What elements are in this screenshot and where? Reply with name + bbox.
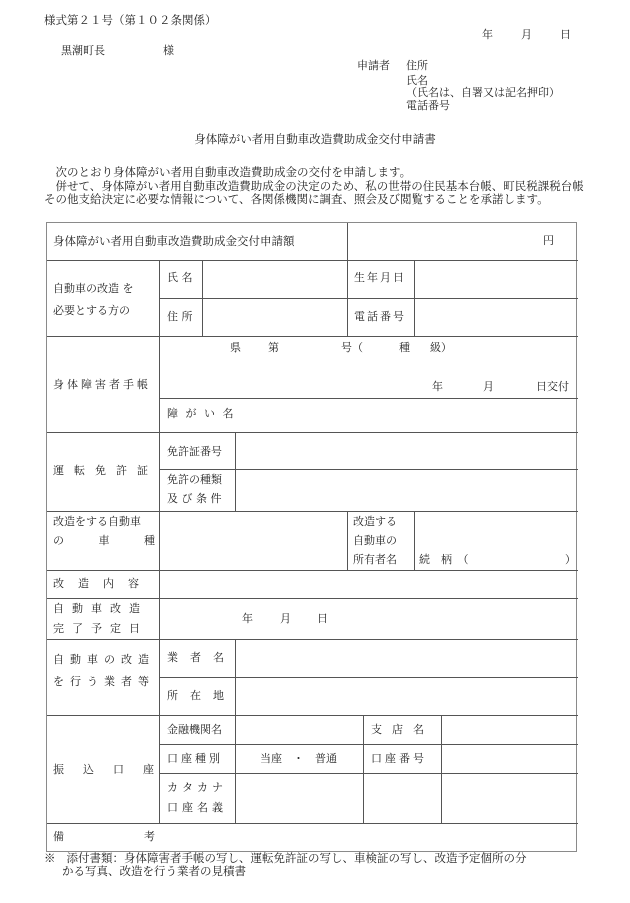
contractor-label — [53, 649, 155, 693]
contractor-name-input[interactable] — [236, 640, 577, 677]
license-type-label — [167, 470, 222, 508]
modification-label: 改造内容 — [53, 577, 153, 590]
handbook-issue-month: 月 — [483, 380, 494, 393]
addressee-suffix: 様 — [163, 44, 174, 57]
addressee-name: 黒潮町長 — [61, 44, 105, 57]
vehicle-type-label-kind: 種 — [144, 534, 155, 547]
completion-label-line1: 自動車改造 — [53, 602, 148, 615]
remarks-input[interactable] — [160, 824, 577, 851]
contractor-label-line2: を行う業者等 — [53, 675, 155, 688]
person-name-input[interactable] — [203, 261, 346, 298]
license-type-label-line1: 免許の種類 — [167, 473, 222, 486]
handbook-shu: 種 — [399, 341, 410, 354]
body-text — [44, 166, 584, 207]
owner-label — [353, 512, 397, 569]
applicant-label: 申請者 — [357, 59, 390, 72]
contractor-location-label: 所在地 — [167, 689, 236, 702]
handbook-issue-day: 日交付 — [536, 380, 569, 393]
bank-institution-label: 金融機関名 — [167, 723, 222, 736]
relation-label: 続 柄 （ — [419, 553, 469, 566]
handbook-go: 号（ — [341, 341, 363, 354]
license-type-label-line2: 及 び 条 件 — [167, 492, 222, 505]
completion-day: 日 — [317, 612, 328, 625]
license-number-label: 免許証番号 — [167, 445, 222, 458]
owner-label-line3: 所有者名 — [353, 553, 397, 566]
applicant-name-note: （氏名は、自署又は記名押印） — [406, 86, 560, 99]
amount-label: 身体障がい者用自動車改造費助成金交付申請額 — [53, 234, 295, 248]
completion-year: 年 — [242, 612, 253, 625]
contractor-location-input[interactable] — [236, 678, 577, 715]
body-paragraph-1: 次のとおり身体障がい者用自動車改造費助成金の交付を申請します。 — [55, 165, 412, 179]
vehicle-type-label-line2 — [53, 531, 155, 550]
handbook-label: 身体障害者手帳 — [53, 378, 151, 391]
body-paragraph-2: 併せて、身体障がい者用自動車改造費助成金の決定のため、私の世帯の住民基本台帳、町民税課税台帳その他支給決定に必要な情報について、各関係機関に調査、照会及び閲覧することを承諾します。 — [44, 178, 584, 206]
owner-label-line1: 改造する — [353, 515, 397, 528]
applicant-phone-label: 電話番号 — [406, 99, 450, 112]
date-day-label: 日 — [560, 28, 571, 41]
owner-name-input[interactable] — [415, 512, 577, 550]
branch-label: 支店名 — [371, 723, 434, 736]
license-number-input[interactable] — [236, 433, 577, 469]
birthdate-label: 生年月日 — [354, 271, 406, 284]
handbook-kyu: 級） — [430, 341, 452, 354]
contractor-name-label: 業者名 — [167, 651, 236, 664]
account-type-options[interactable]: 当座 ・ 普通 — [260, 752, 337, 765]
attachment-note — [44, 852, 619, 878]
license-type-input[interactable] — [236, 470, 577, 511]
bank-account-label: 振込口座 — [53, 763, 173, 776]
vehicle-type-label-car: 車 — [98, 534, 110, 547]
remarks-label-a: 備 — [53, 830, 64, 843]
handbook-prefecture: 県 — [230, 341, 241, 354]
remarks-label — [53, 827, 155, 846]
applicant-address-label: 住所 — [406, 59, 428, 72]
remarks-label-b: 考 — [144, 830, 155, 843]
form-number: 様式第２１号（第１０２条関係） — [44, 13, 217, 27]
modification-input[interactable] — [160, 571, 577, 598]
completion-label-line2: 完了予定日 — [53, 622, 148, 635]
document-title: 身体障がい者用自動車改造費助成金交付申請書 — [194, 132, 436, 146]
vehicle-type-label-no: の — [53, 534, 64, 547]
completion-label — [53, 599, 148, 639]
vehicle-type-input[interactable] — [160, 512, 346, 570]
addressee — [61, 44, 174, 57]
branch-input[interactable] — [442, 716, 577, 744]
account-number-label: 口座番号 — [371, 752, 427, 765]
date-year-label: 年 — [482, 28, 493, 41]
date-month-label: 月 — [521, 28, 532, 41]
account-type-label: 口座種別 — [167, 752, 223, 765]
note-line-2: かる写真、改造を行う業者の見積書 — [62, 864, 246, 878]
person-address-input[interactable] — [203, 299, 346, 336]
completion-month: 月 — [280, 612, 291, 625]
disability-name-label: 障 が い 名 — [167, 407, 236, 420]
relation-close: ） — [565, 553, 576, 566]
account-holder-input[interactable] — [236, 774, 362, 823]
application-date — [482, 28, 571, 41]
account-number-input[interactable] — [442, 745, 577, 773]
phone-input[interactable] — [415, 299, 577, 336]
person-label-line1: 自動車の改造 を — [53, 282, 134, 295]
birthdate-input[interactable] — [415, 261, 577, 298]
person-label — [53, 278, 134, 322]
handbook-dai: 第 — [268, 341, 279, 354]
disability-name-input[interactable] — [236, 399, 577, 432]
person-name-label: 氏 名 — [167, 271, 193, 284]
vehicle-type-label-line1: 改造をする自動車 — [53, 515, 141, 528]
license-label: 運転免許証 — [53, 464, 158, 477]
amount-unit: 円 — [543, 234, 554, 247]
note-mark: ※ — [44, 851, 56, 865]
note-line-1: 添付書類：身体障害者手帳の写し、運転免許証の写し、車検証の写し、改造予定個所の分 — [66, 851, 527, 865]
katakana-holder-label-line1: カタカナ — [167, 781, 227, 794]
bank-institution-input[interactable] — [236, 716, 362, 744]
phone-label: 電話番号 — [354, 310, 406, 323]
katakana-holder-label — [167, 778, 227, 818]
owner-label-line2: 自動車の — [353, 534, 397, 547]
vehicle-type-label — [53, 512, 155, 550]
contractor-label-line1: 自動車の改造 — [53, 653, 155, 666]
person-address-label: 住 所 — [167, 310, 193, 323]
application-form-table — [46, 222, 577, 852]
handbook-issue-year: 年 — [432, 380, 443, 393]
person-label-line2: 必要とする方の — [53, 304, 130, 317]
katakana-holder-label-line2: 口座名義 — [167, 801, 227, 814]
applicant-name-label: 氏名 — [406, 74, 428, 87]
